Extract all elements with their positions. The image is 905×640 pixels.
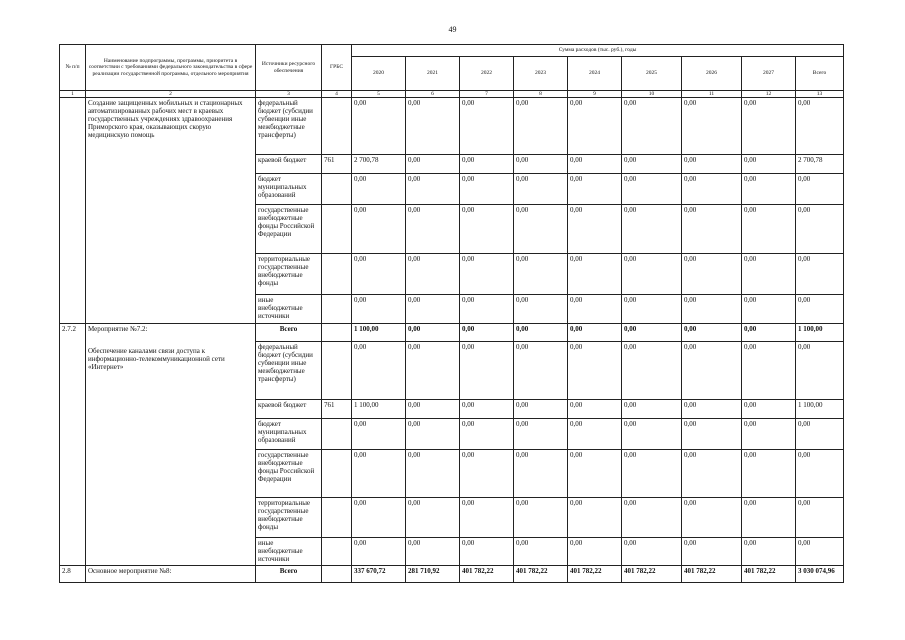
header-year: 2027 <box>742 57 796 91</box>
amount-cell: 0,00 <box>568 419 622 450</box>
amount-cell: 0,00 <box>796 205 844 254</box>
header-source: Источники ресурсного обеспечения <box>256 45 322 91</box>
amount-cell: 0,00 <box>352 295 406 324</box>
header-year: 2026 <box>682 57 742 91</box>
header-year: Всего <box>796 57 844 91</box>
amount-cell: 0,00 <box>352 254 406 295</box>
amount-cell: 0,00 <box>796 342 844 400</box>
amount-cell: 3 030 074,96 <box>796 566 844 583</box>
amount-cell: 0,00 <box>406 324 460 342</box>
amount-cell: 0,00 <box>568 295 622 324</box>
source-cell: краевой бюджет <box>256 155 322 174</box>
amount-cell: 0,00 <box>514 254 568 295</box>
amount-cell: 0,00 <box>568 324 622 342</box>
row-number: 2.7.2 <box>60 324 86 566</box>
header-year: 2022 <box>460 57 514 91</box>
amount-cell: 0,00 <box>622 98 682 155</box>
grbs-cell <box>322 324 352 342</box>
amount-cell: 0,00 <box>460 98 514 155</box>
amount-cell: 0,00 <box>622 400 682 419</box>
amount-cell: 0,00 <box>514 295 568 324</box>
amount-cell: 0,00 <box>622 419 682 450</box>
amount-cell: 0,00 <box>742 538 796 566</box>
grbs-cell <box>322 342 352 400</box>
budget-table <box>59 44 844 583</box>
amount-cell: 0,00 <box>460 400 514 419</box>
amount-cell: 0,00 <box>742 419 796 450</box>
amount-cell: 0,00 <box>568 98 622 155</box>
row-number: 2.8 <box>60 566 86 583</box>
source-cell: бюджет муниципальных образований <box>256 419 322 450</box>
amount-cell: 0,00 <box>460 419 514 450</box>
amount-cell: 0,00 <box>352 174 406 205</box>
amount-cell: 0,00 <box>682 342 742 400</box>
amount-cell: 401 782,22 <box>514 566 568 583</box>
grbs-cell <box>322 98 352 155</box>
amount-cell: 0,00 <box>742 342 796 400</box>
source-cell: территориальные государственные внебюджетные фонды <box>256 254 322 295</box>
header-col-number: 11 <box>682 91 742 98</box>
amount-cell: 0,00 <box>622 342 682 400</box>
amount-cell: 0,00 <box>406 419 460 450</box>
amount-cell: 0,00 <box>682 498 742 538</box>
amount-cell: 0,00 <box>460 205 514 254</box>
source-cell: федеральный бюджет (субсидии субвенции иные межбюджетные трансферты) <box>256 342 322 400</box>
header-col-number: 4 <box>322 91 352 98</box>
grbs-cell <box>322 174 352 205</box>
amount-cell: 1 100,00 <box>796 400 844 419</box>
amount-cell: 0,00 <box>682 538 742 566</box>
amount-cell: 0,00 <box>406 538 460 566</box>
source-cell: федеральный бюджет (субсидии субвенции иные межбюджетные трансферты) <box>256 98 322 155</box>
header-numbers-row <box>60 91 844 98</box>
amount-cell: 0,00 <box>514 205 568 254</box>
header-col-number: 6 <box>406 91 460 98</box>
amount-cell: 0,00 <box>568 254 622 295</box>
amount-cell: 2 700,78 <box>796 155 844 174</box>
amount-cell: 0,00 <box>460 324 514 342</box>
amount-cell: 0,00 <box>742 324 796 342</box>
amount-cell: 0,00 <box>460 254 514 295</box>
grbs-cell <box>322 450 352 498</box>
header-col-number: 12 <box>742 91 796 98</box>
amount-cell: 0,00 <box>352 205 406 254</box>
amount-cell: 0,00 <box>796 98 844 155</box>
amount-cell: 0,00 <box>682 98 742 155</box>
amount-cell: 0,00 <box>406 295 460 324</box>
amount-cell: 0,00 <box>514 538 568 566</box>
amount-cell: 0,00 <box>568 400 622 419</box>
row-name-cell <box>86 98 256 324</box>
amount-cell: 0,00 <box>796 498 844 538</box>
amount-cell: 0,00 <box>514 498 568 538</box>
header-col-number: 2 <box>86 91 256 98</box>
amount-cell: 0,00 <box>622 498 682 538</box>
amount-cell: 0,00 <box>568 498 622 538</box>
header-grbs: ГРБС <box>322 45 352 91</box>
source-cell: иные внебюджетные источники <box>256 538 322 566</box>
row-name-detail: Обеспечение каналами связи доступа к информационно-телекоммуникационной сети «Интернет» <box>88 347 225 371</box>
header-col-number: 10 <box>622 91 682 98</box>
amount-cell: 401 782,22 <box>568 566 622 583</box>
amount-cell: 0,00 <box>568 538 622 566</box>
amount-cell: 0,00 <box>352 498 406 538</box>
amount-cell: 0,00 <box>406 400 460 419</box>
grbs-cell: 761 <box>322 400 352 419</box>
amount-cell: 0,00 <box>682 400 742 419</box>
amount-cell: 0,00 <box>622 295 682 324</box>
header-col-number: 1 <box>60 91 86 98</box>
amount-cell: 0,00 <box>460 342 514 400</box>
amount-cell: 0,00 <box>406 342 460 400</box>
amount-cell: 0,00 <box>568 342 622 400</box>
amount-cell: 0,00 <box>622 450 682 498</box>
header-col-number: 3 <box>256 91 322 98</box>
amount-cell: 1 100,00 <box>796 324 844 342</box>
amount-cell: 0,00 <box>514 155 568 174</box>
amount-cell: 0,00 <box>682 174 742 205</box>
source-cell: Всего <box>256 324 322 342</box>
amount-cell: 0,00 <box>796 538 844 566</box>
amount-cell: 0,00 <box>622 324 682 342</box>
amount-cell: 0,00 <box>742 450 796 498</box>
table-row <box>60 98 844 155</box>
row-name: Создание защищенных мобильных и стационарных автоматизированных рабочих мест в краевых государственных учреждениях здравоохранения Приморского края, оказывающих скорую медицинскую помощь <box>88 99 243 139</box>
amount-cell: 0,00 <box>796 450 844 498</box>
amount-cell: 0,00 <box>406 205 460 254</box>
amount-cell: 0,00 <box>352 342 406 400</box>
source-cell: территориальные государственные внебюджетные фонды <box>256 498 322 538</box>
grbs-cell <box>322 295 352 324</box>
amount-cell: 0,00 <box>352 450 406 498</box>
amount-cell: 0,00 <box>352 98 406 155</box>
grbs-cell <box>322 498 352 538</box>
table-row-total <box>60 566 844 583</box>
grbs-cell <box>322 566 352 583</box>
amount-cell: 0,00 <box>460 450 514 498</box>
amount-cell: 0,00 <box>682 155 742 174</box>
amount-cell: 281 710,92 <box>406 566 460 583</box>
header-row-top <box>60 45 844 57</box>
amount-cell: 0,00 <box>568 450 622 498</box>
header-year: 2021 <box>406 57 460 91</box>
header-sum-group: Сумма расходов (тыс. руб.), годы <box>352 45 844 57</box>
amount-cell: 401 782,22 <box>742 566 796 583</box>
amount-cell: 0,00 <box>460 538 514 566</box>
amount-cell: 0,00 <box>352 538 406 566</box>
amount-cell: 0,00 <box>682 254 742 295</box>
amount-cell: 0,00 <box>622 174 682 205</box>
header-col-number: 9 <box>568 91 622 98</box>
amount-cell: 0,00 <box>460 155 514 174</box>
page-number: 49 <box>448 25 457 34</box>
amount-cell: 337 670,72 <box>352 566 406 583</box>
amount-cell: 1 100,00 <box>352 324 406 342</box>
header-col-number: 8 <box>514 91 568 98</box>
amount-cell: 0,00 <box>514 450 568 498</box>
row-name: Мероприятие №7.2: <box>88 325 148 333</box>
header-name: Наименование подпрограммы, программы, приоритета в соответствии с требованиями федерального законодательства в сфере реализации государственной программы, отдельного мероприятия <box>86 45 256 91</box>
amount-cell: 0,00 <box>742 98 796 155</box>
source-cell: Всего <box>256 566 322 583</box>
amount-cell: 0,00 <box>406 98 460 155</box>
amount-cell: 1 100,00 <box>352 400 406 419</box>
row-name: Основное мероприятие №8: <box>88 567 172 575</box>
header-num: № п/п <box>60 45 86 91</box>
header-year: 2025 <box>622 57 682 91</box>
amount-cell: 0,00 <box>742 400 796 419</box>
amount-cell: 0,00 <box>460 174 514 205</box>
source-cell: бюджет муниципальных образований <box>256 174 322 205</box>
amount-cell: 0,00 <box>406 498 460 538</box>
source-cell: краевой бюджет <box>256 400 322 419</box>
amount-cell: 0,00 <box>406 174 460 205</box>
header-year: 2023 <box>514 57 568 91</box>
source-cell: государственные внебюджетные фонды Российской Федерации <box>256 450 322 498</box>
amount-cell: 0,00 <box>622 254 682 295</box>
amount-cell: 0,00 <box>796 295 844 324</box>
header-col-number: 5 <box>352 91 406 98</box>
header-year: 2024 <box>568 57 622 91</box>
amount-cell: 0,00 <box>682 295 742 324</box>
amount-cell: 0,00 <box>514 324 568 342</box>
header-year: 2020 <box>352 57 406 91</box>
amount-cell: 0,00 <box>682 205 742 254</box>
amount-cell: 0,00 <box>742 174 796 205</box>
amount-cell: 0,00 <box>742 254 796 295</box>
amount-cell: 401 782,22 <box>460 566 514 583</box>
amount-cell: 0,00 <box>406 155 460 174</box>
amount-cell: 0,00 <box>796 254 844 295</box>
amount-cell: 0,00 <box>568 174 622 205</box>
amount-cell: 0,00 <box>622 155 682 174</box>
amount-cell: 0,00 <box>796 419 844 450</box>
amount-cell: 0,00 <box>514 174 568 205</box>
amount-cell: 0,00 <box>742 205 796 254</box>
amount-cell: 0,00 <box>514 342 568 400</box>
grbs-cell: 761 <box>322 155 352 174</box>
amount-cell: 0,00 <box>514 419 568 450</box>
amount-cell: 0,00 <box>622 205 682 254</box>
amount-cell: 0,00 <box>460 295 514 324</box>
amount-cell: 0,00 <box>568 205 622 254</box>
grbs-cell <box>322 538 352 566</box>
row-name-cell <box>86 566 256 583</box>
amount-cell: 0,00 <box>796 174 844 205</box>
header-col-number: 13 <box>796 91 844 98</box>
source-cell: иные внебюджетные источники <box>256 295 322 324</box>
amount-cell: 0,00 <box>742 295 796 324</box>
amount-cell: 0,00 <box>682 324 742 342</box>
header-col-number: 7 <box>460 91 514 98</box>
amount-cell: 0,00 <box>682 419 742 450</box>
amount-cell: 0,00 <box>406 450 460 498</box>
source-cell: государственные внебюджетные фонды Российской Федерации <box>256 205 322 254</box>
amount-cell: 401 782,22 <box>682 566 742 583</box>
grbs-cell <box>322 419 352 450</box>
amount-cell: 0,00 <box>406 254 460 295</box>
amount-cell: 0,00 <box>742 498 796 538</box>
grbs-cell <box>322 205 352 254</box>
row-number <box>60 98 86 324</box>
amount-cell: 0,00 <box>352 419 406 450</box>
amount-cell: 0,00 <box>514 98 568 155</box>
amount-cell: 2 700,78 <box>352 155 406 174</box>
amount-cell: 0,00 <box>622 538 682 566</box>
row-name-cell <box>86 324 256 566</box>
amount-cell: 0,00 <box>682 450 742 498</box>
grbs-cell <box>322 254 352 295</box>
amount-cell: 0,00 <box>742 155 796 174</box>
amount-cell: 0,00 <box>460 498 514 538</box>
amount-cell: 401 782,22 <box>622 566 682 583</box>
amount-cell: 0,00 <box>514 400 568 419</box>
amount-cell: 0,00 <box>568 155 622 174</box>
table-row-total <box>60 324 844 342</box>
